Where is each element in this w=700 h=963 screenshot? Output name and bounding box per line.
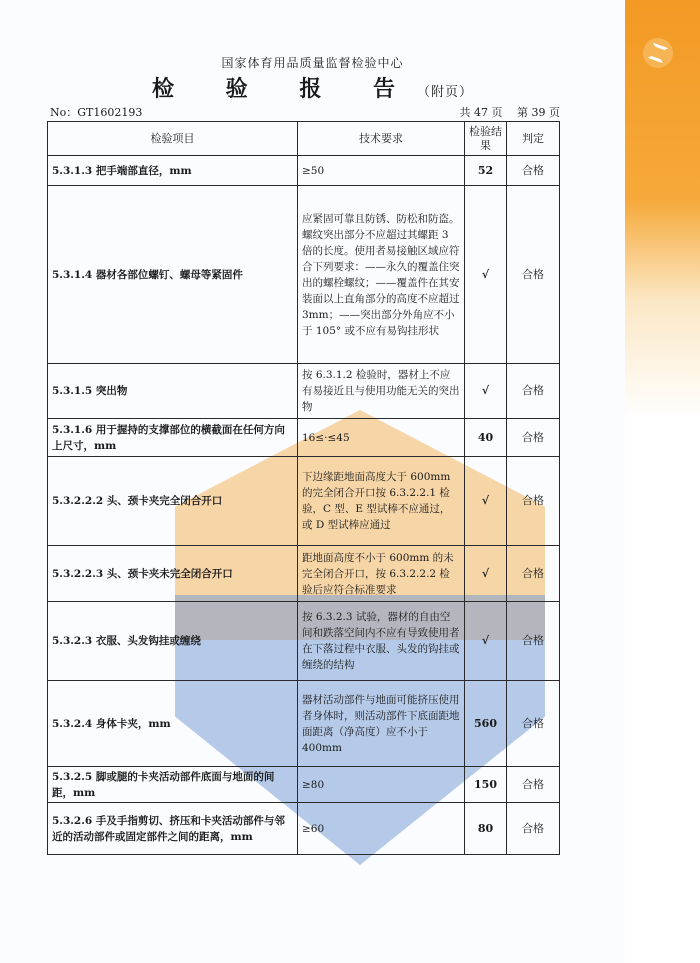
organization-name: 国家体育用品质量监督检验中心 [221, 56, 404, 70]
cell-verdict: 合格 [507, 546, 560, 602]
cell-result: 150 [465, 767, 507, 803]
appendix-label: （附页） [416, 85, 473, 100]
cell-item: 5.3.2.5 脚或腿的卡夹活动部件底面与地面的间距，mm [48, 767, 298, 803]
cell-requirement: ≥80 [298, 767, 465, 803]
cell-verdict: 合格 [507, 457, 560, 546]
cell-item: 5.3.2.2.3 头、颈卡夹未完全闭合开口 [48, 546, 298, 602]
cell-verdict: 合格 [507, 681, 560, 767]
table-row [48, 767, 560, 803]
report-meta [50, 104, 560, 120]
column-header-result: 检验结果 [465, 122, 507, 156]
cell-item: 5.3.1.3 把手端部直径，mm [48, 156, 298, 186]
cell-item: 5.3.2.2.2 头、颈卡夹完全闭合开口 [48, 457, 298, 546]
cell-requirement: 下边缘距地面高度大于 600mm 的完全闭合开口按 6.3.2.2.1 检验，C 型、E 型试棒不应通过，或 D 型试棒应通过 [298, 457, 465, 546]
cell-requirement: 按 6.3.2.3 试验，器材的自由空间和跌落空间内不应有导致使用者在下落过程中衣服、头发的钩挂或缠绕的结构 [298, 602, 465, 681]
cell-requirement: ≥60 [298, 803, 465, 855]
page-info: 共 47 页 第 39 页 [459, 106, 560, 119]
table-header-row [48, 122, 560, 156]
inspection-table [47, 121, 560, 855]
cell-result: √ [465, 602, 507, 681]
table-row [48, 602, 560, 681]
table-row [48, 546, 560, 602]
cell-requirement: 距地面高度不小于 600mm 的未完全闭合开口，按 6.3.2.2.2 检验后应符合标准要求 [298, 546, 465, 602]
cell-result: √ [465, 186, 507, 364]
cell-requirement: 16≤·≤45 [298, 419, 465, 457]
cell-item: 5.3.1.4 器材各部位螺钉、螺母等紧固件 [48, 186, 298, 364]
cell-requirement: 器材活动部件与地面可能挤压使用者身体时，则活动部件下底面距地面距离（净高度）应不小于 400mm [298, 681, 465, 767]
cell-verdict: 合格 [507, 602, 560, 681]
column-header-item: 检验项目 [48, 122, 298, 156]
cell-requirement: 应紧固可靠且防锈、防松和防盗。螺纹突出部分不应超过其螺距 3 倍的长度。使用者易接触区域应符合下列要求：——永久的覆盖住突出的螺栓螺纹；——覆盖件在其安装面以上直角部分的高度不应超过 3mm；——突出部分外角应不小于 105° 或不应有易钩挂形状 [298, 186, 465, 364]
cell-item: 5.3.2.4 身体卡夹，mm [48, 681, 298, 767]
cell-verdict: 合格 [507, 803, 560, 855]
cell-requirement: ≥50 [298, 156, 465, 186]
report-number: No：GT1602193 [50, 106, 143, 119]
cell-requirement: 按 6.3.1.2 检验时，器材上不应有易接近且与使用功能无关的突出物 [298, 364, 465, 419]
cell-item: 5.3.1.6 用于握持的支撑部位的横截面在任何方向上尺寸，mm [48, 419, 298, 457]
cell-result: √ [465, 457, 507, 546]
cell-verdict: 合格 [507, 156, 560, 186]
table-row [48, 156, 560, 186]
side-color-band [625, 0, 700, 963]
cell-item: 5.3.1.5 突出物 [48, 364, 298, 419]
cell-result: 560 [465, 681, 507, 767]
table-row [48, 803, 560, 855]
cell-verdict: 合格 [507, 767, 560, 803]
table-row [48, 457, 560, 546]
cell-result: 52 [465, 156, 507, 186]
column-header-requirement: 技术要求 [298, 122, 465, 156]
cell-result: √ [465, 546, 507, 602]
table-row [48, 681, 560, 767]
table-row [48, 419, 560, 457]
table-row [48, 364, 560, 419]
cell-result: 40 [465, 419, 507, 457]
cell-item: 5.3.2.3 衣服、头发钩挂或缠绕 [48, 602, 298, 681]
logo-icon [643, 38, 673, 68]
cell-result: 80 [465, 803, 507, 855]
cell-result: √ [465, 364, 507, 419]
cell-verdict: 合格 [507, 419, 560, 457]
column-header-verdict: 判定 [507, 122, 560, 156]
table-row [48, 186, 560, 364]
cell-verdict: 合格 [507, 364, 560, 419]
report-title-text: 检 验 报 告 [152, 76, 417, 102]
report-title [0, 72, 625, 103]
cell-verdict: 合格 [507, 186, 560, 364]
cell-item: 5.3.2.6 手及手指剪切、挤压和卡夹活动部件与邻近的活动部件或固定部件之间的距离，mm [48, 803, 298, 855]
